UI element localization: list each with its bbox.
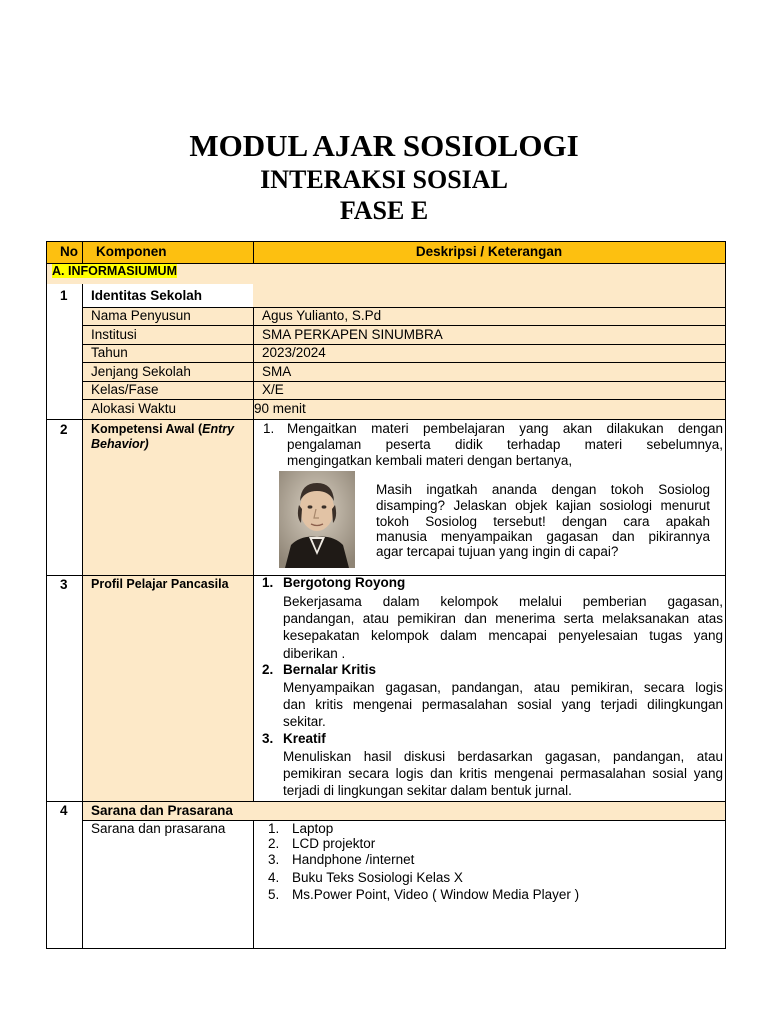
profile-item-num: 2. [262,662,274,677]
row2-item-line: Mengaitkan materi pembelajaran yang akan dilakukan dengan [287,421,723,436]
row3-no: 3 [60,577,68,592]
profile-item-heading: Bergotong Royong [283,575,406,590]
field-label: Jenjang Sekolah [91,364,191,379]
field-value: 2023/2024 [262,345,326,360]
profile-item-line: diberikan . [283,646,346,661]
section-a-label: A. INFORMASIUMUM [52,264,177,278]
question-line: disamping? Jelaskan objek kajian sosiologi menurut [376,498,710,513]
profile-item-line: terjadi di lingkungan sekitar dalam bentuk jurnal. [283,783,572,798]
profile-item-line: Menuliskan hasil diskusi berdasarkan gagasan, pandangan, atau [283,749,723,764]
field-label: Kelas/Fase [91,382,159,397]
field-label: Nama Penyusun [91,308,191,323]
profile-item-line: pemikiran secara logis dan kritis mengenai permasalahan sosial yang [283,766,723,781]
profile-item-heading: Kreatif [283,731,326,746]
row4-sublabel: Sarana dan prasarana [91,821,226,836]
row2-no: 2 [60,422,68,437]
facility-num: 4. [268,870,280,885]
row1-desc-bg [253,284,725,308]
field-value: 90 menit [254,401,306,416]
facility-num: 3. [268,852,280,867]
row3-label-bg [83,575,253,802]
facility-num: 5. [268,887,280,902]
profile-item-line: kesepakatan kelompok dalam mencapai penyelesaian tugas yang [283,628,723,643]
facility-num: 1. [268,821,280,836]
profile-item-line: Menyampaikan gagasan, pandangan, atau pemikiran, secara logis [283,680,723,695]
facility-item: Ms.Power Point, Video ( Window Media Player ) [292,887,580,902]
sociologist-portrait-icon [279,471,355,568]
document-subtitle: INTERAKSI SOSIAL [260,165,508,194]
facility-item: Laptop [292,821,334,836]
facility-item: LCD projektor [292,836,376,851]
field-value: Agus Yulianto, S.Pd [262,308,382,323]
profile-item-num: 1. [262,575,274,590]
field-label: Tahun [91,345,128,360]
row2-item-line: pengalaman peserta didik terhadap materi sebelumnya, [287,437,723,452]
header-deskripsi: Deskripsi / Keterangan [415,244,563,259]
header-no: No [60,244,78,259]
profile-item-line: Bekerjasama dalam kelompok melalui pemberian gagasan, [283,594,723,609]
field-value: X/E [262,382,284,397]
question-line: manusia menyampaikan gagasan dan pikirannya [376,529,710,544]
row1-title: Identitas Sekolah [91,288,203,303]
facility-item: Buku Teks Sosiologi Kelas X [292,870,463,885]
facility-item: Handphone /internet [292,852,415,867]
row2-item-line: mengingatkan kembali materi dengan bertanya, [287,453,573,468]
field-value: SMA [262,364,292,379]
profile-item-heading: Bernalar Kritis [283,662,377,677]
header-komponen: Komponen [96,244,167,259]
row4-title: Sarana dan Prasarana [91,803,233,818]
question-line: agar tercapai tujuan yang ingin di capai? [376,544,619,559]
profile-item-num: 3. [262,731,274,746]
document-phase: FASE E [339,196,429,225]
row4-no: 4 [60,803,68,818]
document-title: MODUL AJAR SOSIOLOGI [189,128,579,163]
field-label: Institusi [91,327,137,342]
profile-item-line: sekitar. [283,714,326,729]
row1-no: 1 [60,288,68,303]
profile-item-line: dan kritis mengenai permasalahan sosial yang terjadi dilingkungan [283,697,723,712]
profile-item-line: pandangan, atau pemikiran dan menerima serta melaksanakan atas [283,611,723,626]
question-line: tokoh Sosiolog tersebut! dengan cara apakah [376,514,710,529]
row2-title-cont: Behavior) [91,437,149,451]
question-line: Masih ingatkah ananda dengan tokoh Sosiolog [376,482,710,497]
field-value: SMA PERKAPEN SINUMBRA [262,327,443,342]
facility-num: 2. [268,836,280,851]
field-label: Alokasi Waktu [91,401,177,416]
row2-title: Kompetensi Awal (Entry [91,422,235,436]
row3-title: Profil Pelajar Pancasila [91,577,229,591]
row2-item-num: 1. [263,421,275,436]
